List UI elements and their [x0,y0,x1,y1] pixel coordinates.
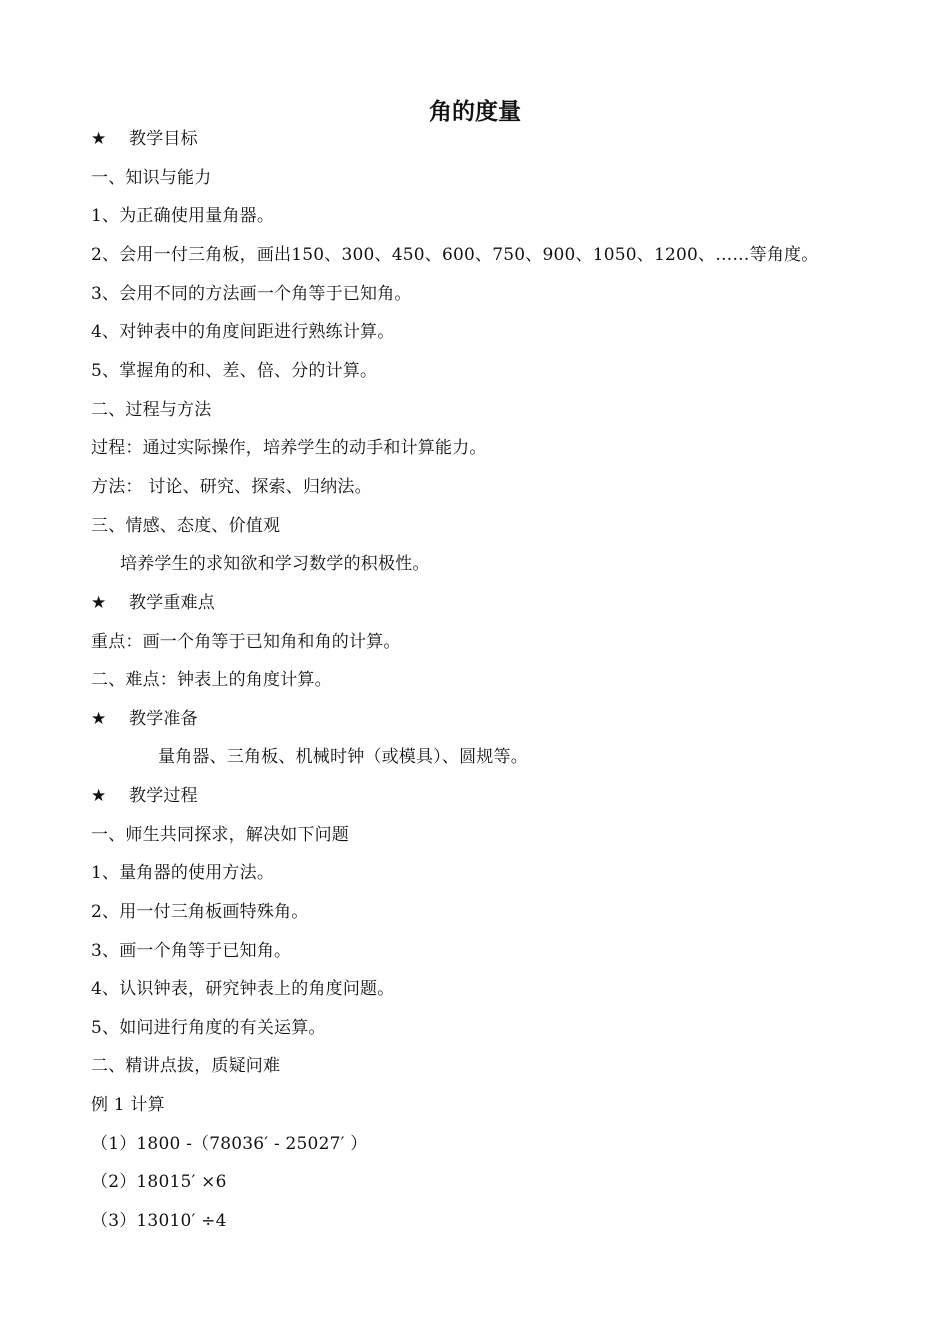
text-line: 4、认识钟表，研究钟表上的角度问题。 [91,979,395,999]
text-line: 过程：通过实际操作，培养学生的动手和计算能力。 [91,438,487,458]
text-line: 一、知识与能力 [91,168,212,188]
text-line: 一、师生共同探求，解决如下问题 [91,825,349,845]
text-line: 量角器、三角板、机械时钟（或模具）、圆规等。 [158,747,528,767]
star-icon: ★ [91,786,107,806]
formula-line: （2）18015′ ×6 [91,1172,227,1192]
star-icon: ★ [91,593,107,613]
text-line: 例 1 计算 [91,1095,165,1115]
section-heading-teaching-process: ★ 教学过程 [91,786,198,806]
document-title: 角的度量 [429,99,521,125]
text-line: 二、精讲点拔，质疑问难 [91,1056,281,1076]
text-line: 2、用一付三角板画特殊角。 [91,902,309,922]
section-heading-preparation: ★ 教学准备 [91,709,198,729]
text-line: 三、情感、态度、价值观 [91,516,281,536]
section-heading-key-points: ★ 教学重难点 [91,593,215,613]
section-heading-teaching-goals: ★ 教学目标 [91,129,198,149]
text-line: 5、掌握角的和、差、倍、分的计算。 [91,361,378,381]
text-line: 3、会用不同的方法画一个角等于已知角。 [91,284,412,304]
text-line: 方法： 讨论、研究、探索、归纳法。 [91,477,372,497]
text-line: 1、为正确使用量角器。 [91,206,275,226]
star-icon: ★ [91,709,107,729]
text-line: 2、会用一付三角板，画出150、300、450、600、750、900、1050、1200、……等角度。 [91,245,819,265]
text-line: 1、量角器的使用方法。 [91,863,275,883]
text-line: 培养学生的求知欲和学习数学的积极性。 [120,554,430,574]
text-line: 二、过程与方法 [91,400,212,420]
formula-line: （3）13010′ ÷4 [91,1211,227,1231]
formula-line: （1）1800 -（78036′ - 25027′ ） [91,1134,368,1154]
text-line: 二、难点：钟表上的角度计算。 [91,670,332,690]
text-line: 4、对钟表中的角度间距进行熟练计算。 [91,322,395,342]
text-line: 重点：画一个角等于已知角和角的计算。 [91,632,401,652]
star-icon: ★ [91,129,107,149]
text-line: 3、画一个角等于已知角。 [91,941,292,961]
text-line: 5、如问进行角度的有关运算。 [91,1018,326,1038]
